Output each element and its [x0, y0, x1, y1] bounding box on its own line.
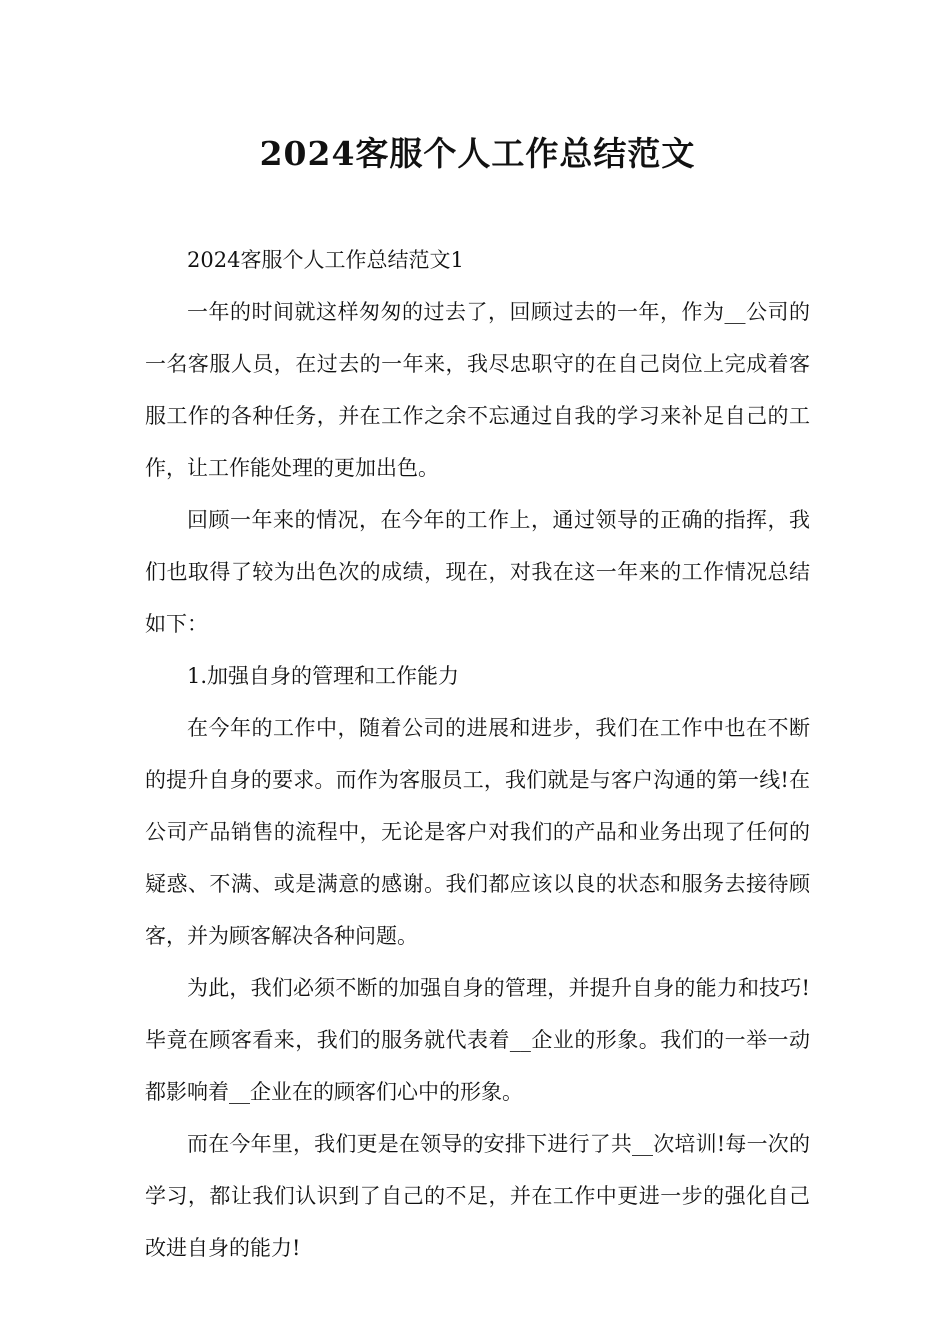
paragraph: 为此，我们必须不断的加强自身的管理，并提升自身的能力和技巧!毕竟在顾客看来，我们的服务就代表着__企业的形象。我们的一举一动都影响着__企业在的顾客们心中的形象。	[145, 976, 810, 1104]
paragraph: 一年的时间就这样匆匆的过去了，回顾过去的一年，作为__公司的一名客服人员，在过去的一年来，我尽忠职守的在自己岗位上完成着客服工作的各种任务，并在工作之余不忘通过自我的学习来补足自己的工作，让工作能处理的更加出色。	[145, 300, 810, 480]
subsection-heading: 1.加强自身的管理和工作能力	[187, 664, 460, 688]
paragraph: 而在今年里，我们更是在领导的安排下进行了共__次培训!每一次的学习，都让我们认识到了自己的不足，并在工作中更进一步的强化自己改进自身的能力!	[145, 1132, 810, 1260]
paragraph: 回顾一年来的情况，在今年的工作上，通过领导的正确的指挥，我们也取得了较为出色次的成绩，现在，对我在这一年来的工作情况总结如下：	[145, 508, 810, 636]
paragraph: 在今年的工作中，随着公司的进展和进步，我们在工作中也在不断的提升自身的要求。而作为客服员工，我们就是与客户沟通的第一线!在公司产品销售的流程中，无论是客户对我们的产品和业务出现了任何的疑惑、不满、或是满意的感谢。我们都应该以良的状态和服务去接待顾客，并为顾客解决各种问题。	[145, 716, 810, 948]
document-title: 2024客服个人工作总结范文	[259, 134, 696, 173]
section-heading: 2024客服个人工作总结范文1	[187, 248, 464, 272]
document-body	[145, 234, 810, 1274]
